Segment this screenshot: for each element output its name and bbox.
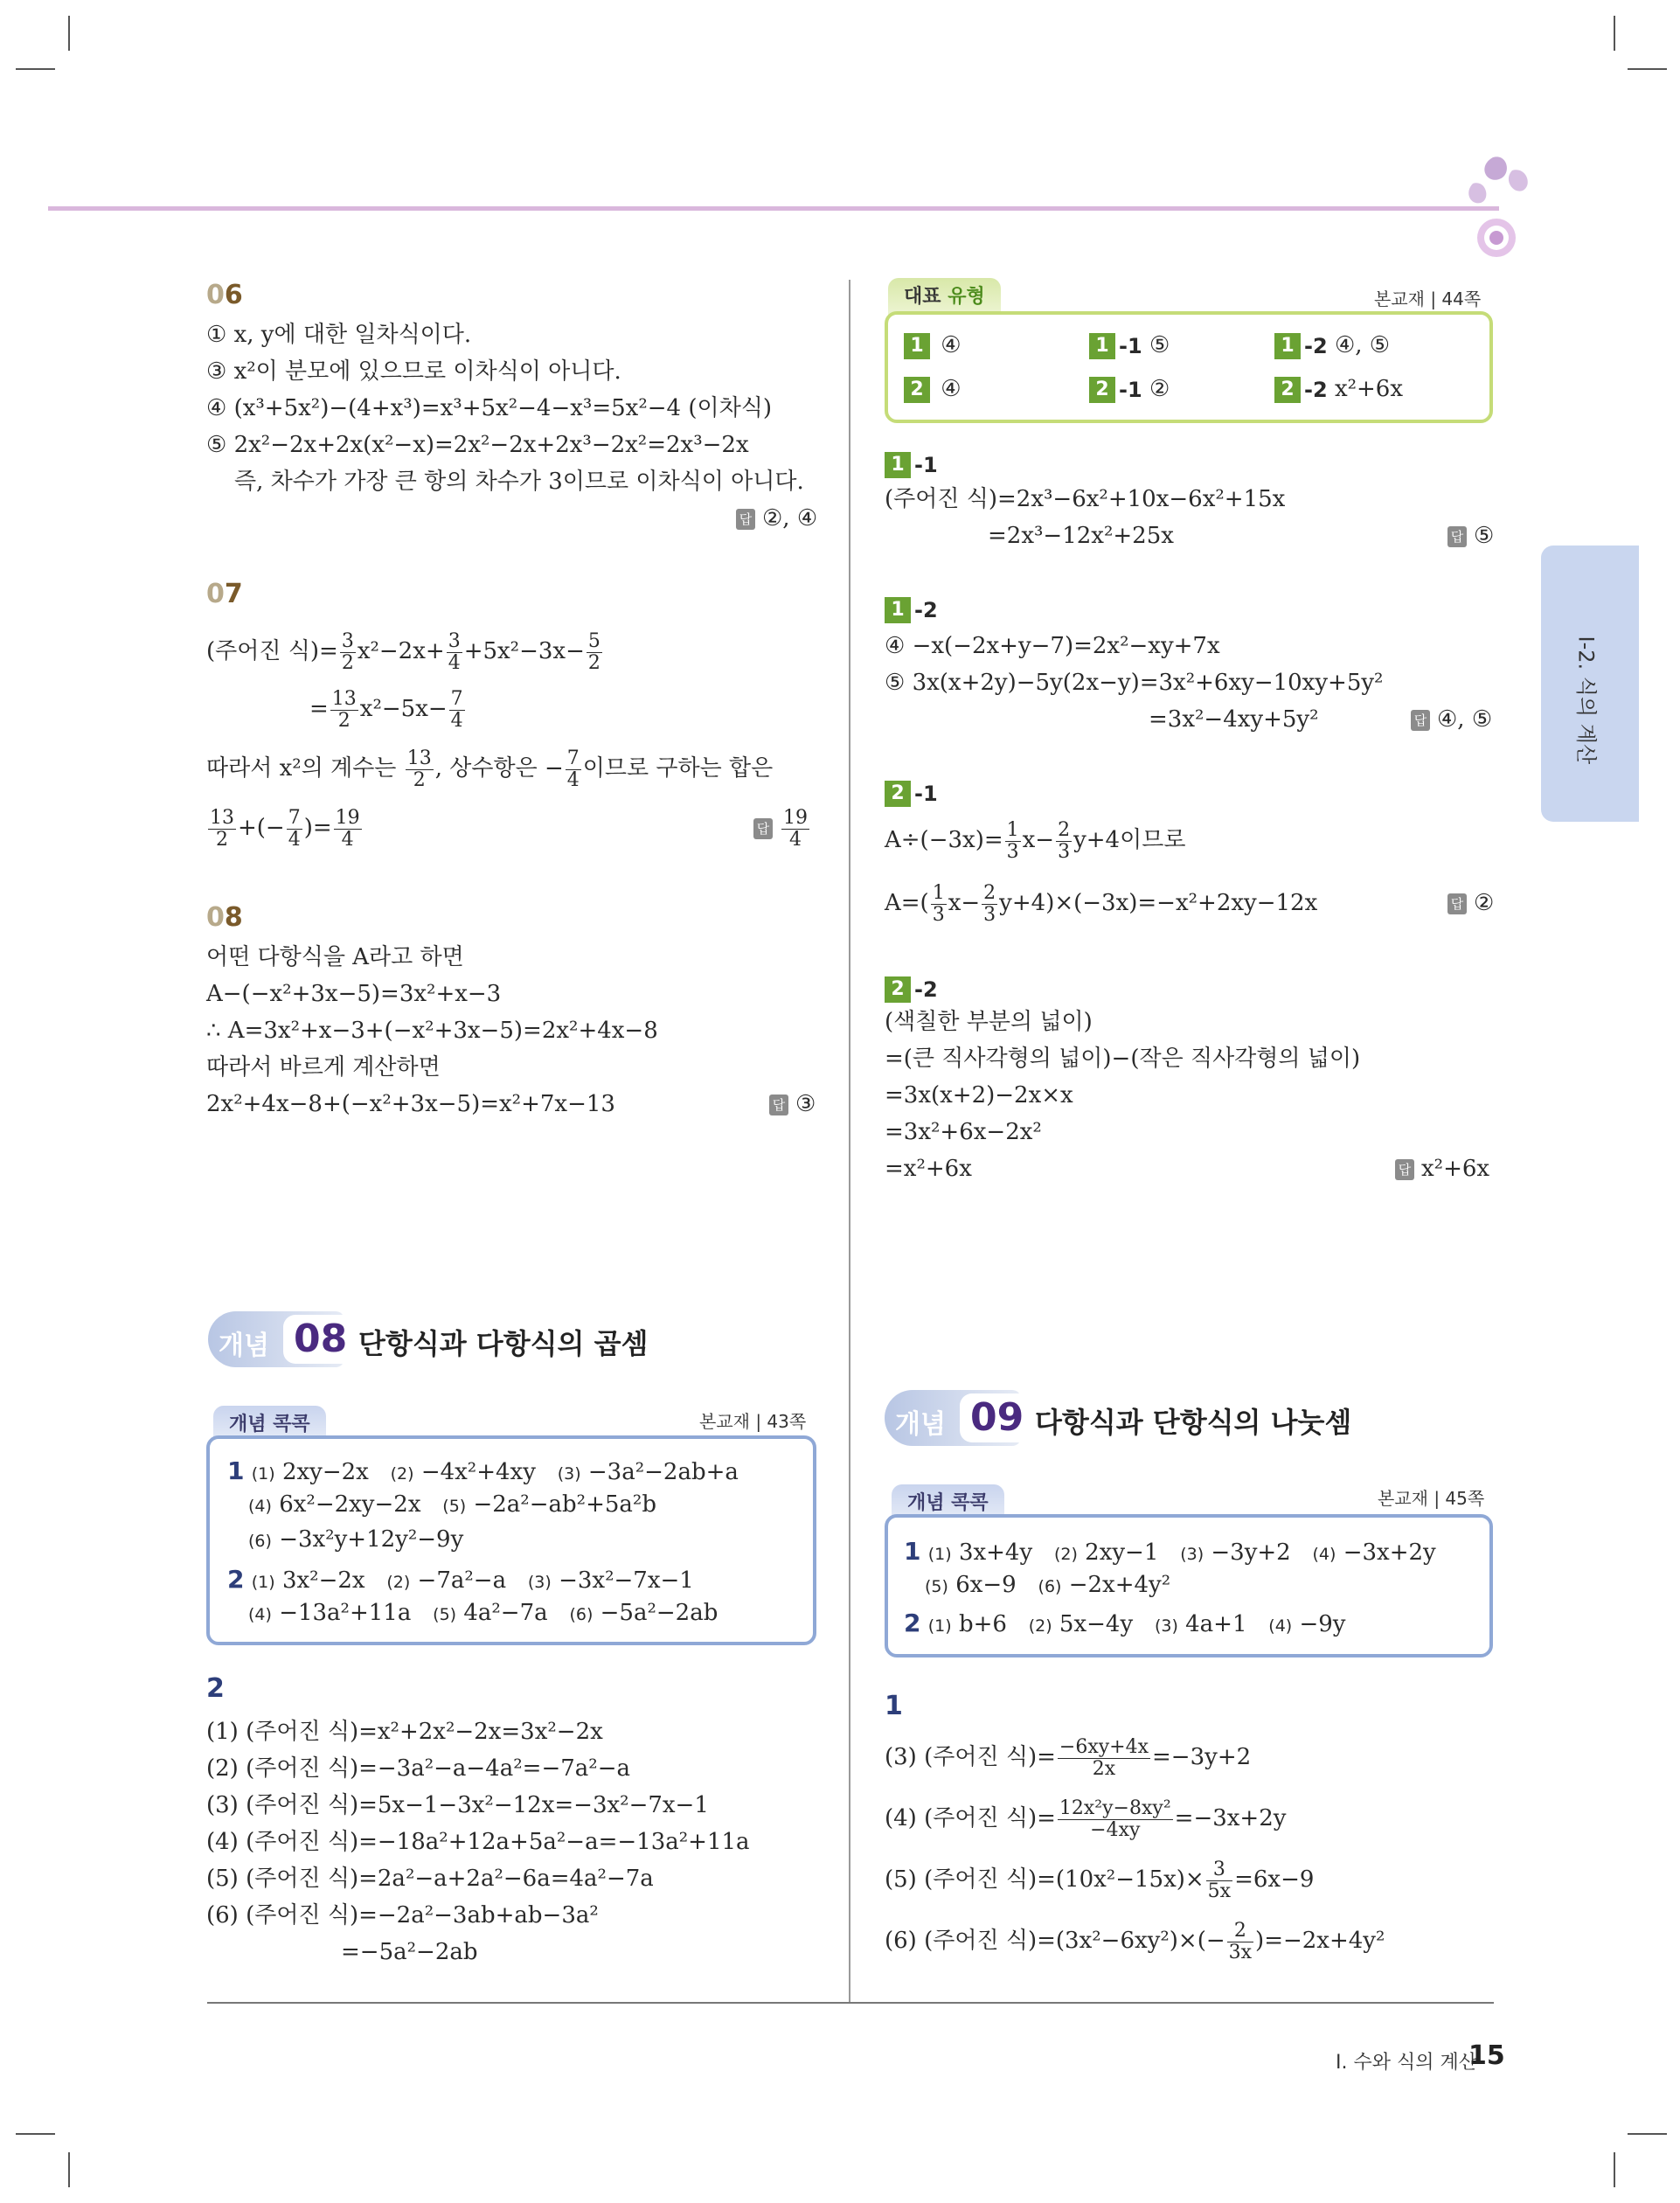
crop-mark — [1628, 2133, 1667, 2135]
answer-icon: 답 — [1395, 1159, 1414, 1180]
q2-line-4: (4) (주어진 식)=−18a²+12a+5a²−a=−13a²+11a — [206, 1829, 750, 1855]
q06-line-5: 즉, 차수가 가장 큰 항의 차수가 3이므로 이차식이 아니다. — [234, 469, 804, 495]
concept-08-row-3: (6) −3x²y+12y²−9y — [248, 1526, 464, 1553]
crop-mark — [68, 2152, 70, 2187]
sol-2-2-heading: 2 -2 — [885, 976, 938, 1003]
answer-icon: 답 — [769, 1095, 788, 1115]
concept-09-title: 다항식과 단항식의 나눗셈 — [1035, 1406, 1352, 1439]
concept-09-row-3: 2 (1) b+6 (2) 5x−4y (3) 4a+1 (4) −9y — [904, 1609, 1346, 1637]
rep-row2-col1: 2 ④ — [904, 376, 961, 403]
question-number-08: 08 — [206, 902, 243, 933]
side-chapter-label: Ⅰ-2. 식의 계산 — [1573, 636, 1599, 765]
q2-line-2: (2) (주어진 식)=−3a²−a−4a²=−7a²−a — [206, 1755, 631, 1782]
rep-row1-col3: 1 -2 ④, ⑤ — [1274, 332, 1390, 359]
q07-answer: 답 $\frac{19}{4}$ — [753, 806, 811, 851]
sol-2-2-line-5: =x²+6x — [885, 1156, 972, 1182]
q2-line-6: (6) (주어진 식)=−2a²−3ab+ab−3a² — [206, 1902, 599, 1928]
concept-09-box-tab: 개념 콕콕 — [892, 1484, 1004, 1519]
crop-mark — [16, 68, 55, 70]
q08-line-2: A−(−x²+3x−5)=3x²+x−3 — [206, 981, 502, 1007]
q1-row-6: (6) (주어진 식)=(3x²−6xy²)×(− $\frac{2}{3x}$ )=−2x+4y² — [885, 1919, 1385, 1963]
concept-09-tag: 개념 09 — [885, 1390, 1021, 1446]
crop-mark — [1614, 2152, 1615, 2187]
sol-1-2-answer: 답 ④, ⑤ — [1411, 706, 1492, 733]
q07-line-2: = $\frac{13}{2}$ x²−5x− $\frac{7}{4}$ — [309, 687, 463, 732]
q2-line-1: (1) (주어진 식)=x²+2x²−2x=3x²−2x — [206, 1719, 603, 1745]
concept-09-row-2: (5) 6x−9 (6) −2x+4y² — [925, 1572, 1171, 1598]
concept-08-pageref: 본교재 | 43쪽 — [699, 1411, 807, 1432]
q1-row-3: (3) (주어진 식)= $\frac{-6xy+4x}{2x}$ =−3y+2 — [885, 1735, 1252, 1780]
rep-row2-col3: 2 -2 x²+6x — [1274, 376, 1403, 403]
crop-mark — [1614, 16, 1615, 51]
q06-answer: 답 ②, ④ — [736, 505, 817, 532]
q08-answer: 답 ③ — [769, 1091, 816, 1117]
q06-line-2: ③ x²이 분모에 있으므로 이차식이 아니다. — [206, 358, 621, 385]
sol-1-2-line-1: ④ −x(−2x+y−7)=2x²−xy+7x — [885, 633, 1220, 659]
q06-line-3: ④ (x³+5x²)−(4+x³)=x³+5x²−4−x³=5x²−4 (이차식) — [206, 395, 772, 421]
rep-row1-col1: 1 ④ — [904, 332, 961, 359]
answer-icon: 답 — [1447, 526, 1467, 547]
q2-line-5: (5) (주어진 식)=2a²−a+2a²−6a=4a²−7a — [206, 1866, 654, 1892]
header-rule — [48, 206, 1499, 211]
rep-row2-col2: 2 -1 ② — [1089, 376, 1170, 403]
rep-type-tab: 대표 유형 — [888, 278, 1001, 316]
answer-icon: 답 — [736, 509, 755, 530]
rep-row1-col2: 1 -1 ⑤ — [1089, 332, 1170, 359]
sol-2-1-line-1: A÷(−3x)= $\frac{1}{3}$ x− $\frac{2}{3}$ y+4이므로 — [885, 818, 1186, 863]
page-number: 15 — [1468, 2040, 1505, 2071]
q08-line-3: ∴ A=3x²+x−3+(−x²+3x−5)=2x²+4x−8 — [206, 1018, 658, 1044]
q08-line-1: 어떤 다항식을 A라고 하면 — [206, 944, 464, 970]
crop-mark — [16, 2133, 55, 2135]
concept-09-row-1: 1 (1) 3x+4y (2) 2xy−1 (3) −3y+2 (4) −3x+2y — [904, 1537, 1436, 1566]
q2-line-3: (3) (주어진 식)=5x−1−3x²−12x=−3x²−7x−1 — [206, 1792, 709, 1818]
sol-2-1-answer: 답 ② — [1447, 890, 1494, 916]
answer-icon: 답 — [753, 818, 773, 839]
sol-2-2-line-1: (색칠한 부분의 넓이) — [885, 1009, 1093, 1035]
answer-icon: 답 — [1411, 710, 1430, 731]
rep-type-pageref: 본교재 | 44쪽 — [1374, 288, 1482, 309]
sol-1-1-line-2: =2x³−12x²+25x — [988, 523, 1174, 549]
concept-08-row-1: 1 (1) 2xy−2x (2) −4x²+4xy (3) −3a²−2ab+a — [227, 1456, 739, 1485]
sol-2-2-line-3: =3x(x+2)−2x×x — [885, 1082, 1073, 1108]
q08-line-5: 2x²+4x−8+(−x²+3x−5)=x²+7x−13 — [206, 1091, 615, 1117]
q07-line-4: $\frac{13}{2}$ +(− $\frac{7}{4}$ )= $\frac{19}{4}$ — [210, 806, 360, 851]
concept-09-pageref: 본교재 | 45쪽 — [1378, 1488, 1485, 1509]
q1-row-5: (5) (주어진 식)=(10x²−15x)× $\frac{3}{5x}$ =6x−9 — [885, 1858, 1315, 1902]
sol-2-1-heading: 2 -1 — [885, 780, 938, 807]
concept-08-box-tab: 개념 콕콕 — [213, 1406, 326, 1441]
rep-type-answer-box — [885, 311, 1493, 423]
question-number-06: 06 — [206, 280, 243, 310]
sol-2-1-line-2: A=( $\frac{1}{3}$ x− $\frac{2}{3}$ y+4)×(−3x)=−x²+2xy−12x — [885, 881, 1318, 926]
sol-1-2-heading: 1 -2 — [885, 596, 938, 623]
question-number-07: 07 — [206, 579, 243, 609]
sol-2-2-line-2: =(큰 직사각형의 넓이)−(작은 직사각형의 넓이) — [885, 1046, 1361, 1072]
sol-1-1-line-1: (주어진 식)=2x³−6x²+10x−6x²+15x — [885, 486, 1286, 512]
sol-2-2-line-4: =3x²+6x−2x² — [885, 1119, 1042, 1145]
bottom-rule — [207, 2002, 1494, 2004]
sol-1-1-heading: 1 -1 — [885, 451, 938, 478]
q07-line-3: 따라서 x²의 계수는 $\frac{13}{2}$ , 상수항은 − $\frac{7}{4}$ 이므로 구하는 합은 — [206, 747, 774, 791]
crop-mark — [68, 16, 70, 51]
sol-1-2-line-2: ⑤ 3x(x+2y)−5y(2x−y)=3x²+6xy−10xy+5y² — [885, 670, 1384, 696]
q2-line-7: =−5a²−2ab — [341, 1939, 478, 1965]
answer-icon: 답 — [1447, 893, 1467, 914]
concept-08-tag: 개념 08 — [208, 1311, 344, 1367]
flower-ornament-icon — [1451, 140, 1538, 262]
q08-line-4: 따라서 바르게 계산하면 — [206, 1054, 441, 1081]
q07-line-1: (주어진 식)= $\frac{3}{2}$ x²−2x+ $\frac{3}{4}$ +5x²−3x− $\frac{5}{2}$ — [206, 629, 600, 674]
q06-line-1: ① x, y에 대한 일차식이다. — [206, 322, 472, 348]
sol-1-1-answer: 답 ⑤ — [1447, 523, 1494, 549]
sol-1-2-line-3: =3x²−4xy+5y² — [1149, 706, 1319, 733]
q1-row-4: (4) (주어진 식)= $\frac{\text{12x²y−8xy²}}{-4xy}$ =−3x+2y — [885, 1796, 1287, 1841]
concept-08-title: 단항식과 다항식의 곱셈 — [358, 1327, 649, 1360]
question-number-1: 1 — [885, 1691, 903, 1721]
concept-08-row-5: (4) −13a²+11a (5) 4a²−7a (6) −5a²−2ab — [248, 1600, 719, 1626]
concept-08-row-2: (4) 6x²−2xy−2x (5) −2a²−ab²+5a²b — [248, 1491, 656, 1518]
sol-2-2-answer: 답 x²+6x — [1395, 1156, 1489, 1182]
crop-mark — [1628, 68, 1667, 70]
q06-line-4: ⑤ 2x²−2x+2x(x²−x)=2x²−2x+2x³−2x²=2x³−2x — [206, 432, 749, 458]
concept-08-row-4: 2 (1) 3x²−2x (2) −7a²−a (3) −3x²−7x−1 — [227, 1565, 694, 1594]
question-number-2: 2 — [206, 1673, 225, 1704]
column-divider — [849, 280, 850, 2004]
footer-chapter: Ⅰ. 수와 식의 계산 — [1336, 2052, 1477, 2074]
